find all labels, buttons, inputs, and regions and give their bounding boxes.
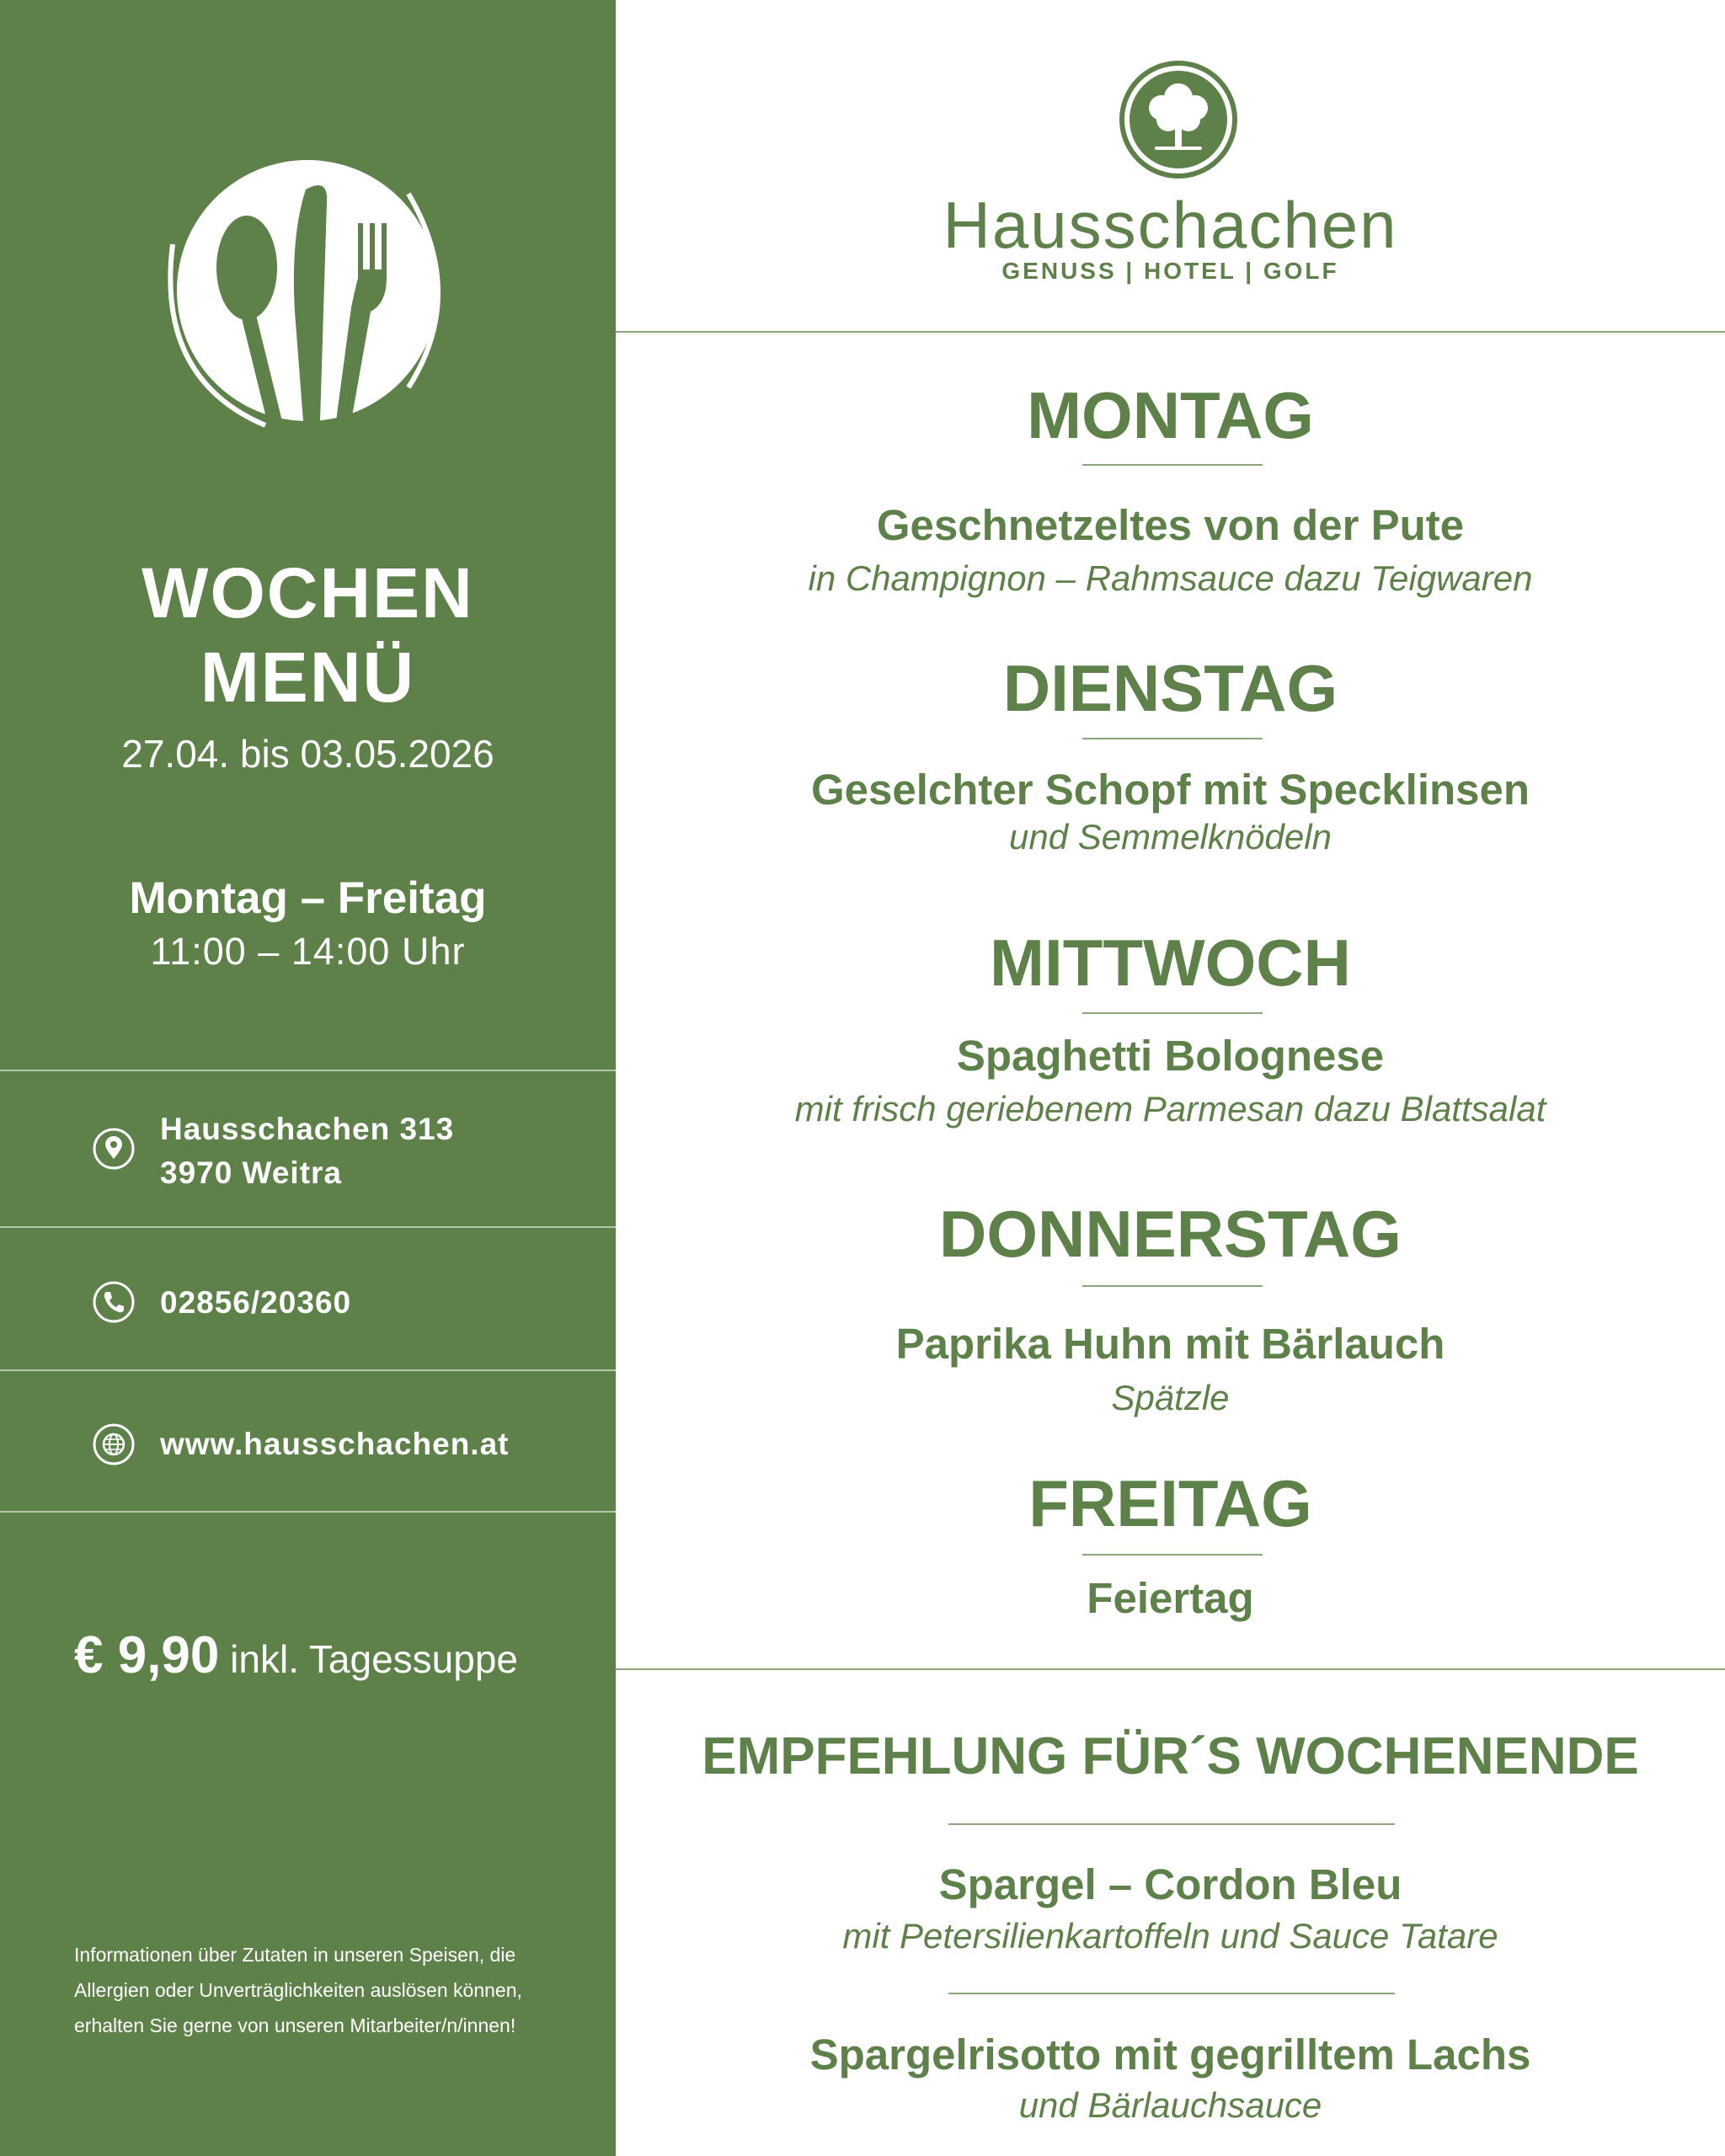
date-range: 27.04. bis 03.05.2026 bbox=[121, 732, 494, 776]
weekend-title: EMPFEHLUNG FÜR´S WOCHENENDE bbox=[702, 1727, 1639, 1785]
weekend-dish-2: Spargelrisotto mit gegrilltem Lachs bbox=[809, 2031, 1531, 2079]
globe-icon bbox=[92, 1422, 136, 1466]
dish-monday: Geschnetzeltes von der Pute bbox=[876, 501, 1465, 549]
sidebar-divider bbox=[0, 1369, 616, 1371]
dish-tuesday: Geselchter Schopf mit Specklinsen bbox=[810, 766, 1530, 814]
side-tuesday: und Semmelknödeln bbox=[1009, 817, 1332, 857]
day-title-wednesday: MITTWOCH bbox=[990, 926, 1351, 1000]
menu-title-line2: MENÜ bbox=[200, 638, 416, 717]
allergen-disclaimer: Informationen über Zutaten in unseren Speisen, die Allergien oder Unverträglichkeiten auslösen können, erhalten Sie gerne von unseren Mitarbeiter/n/innen! bbox=[74, 1944, 522, 2036]
dish-thursday: Paprika Huhn mit Bärlauch bbox=[895, 1320, 1445, 1368]
phone-icon bbox=[92, 1280, 136, 1324]
address-line1: Hausschachen 313 bbox=[160, 1112, 455, 1146]
side-thursday: Spätzle bbox=[1111, 1378, 1230, 1417]
weekend-title-divider bbox=[948, 1823, 1395, 1825]
day-divider bbox=[1082, 1285, 1263, 1287]
phone-number[interactable]: 02856/20360 bbox=[160, 1285, 352, 1320]
tree-icon bbox=[1118, 59, 1239, 180]
weekend-side-1: mit Petersilienkartoffeln und Sauce Tatare bbox=[842, 1916, 1498, 1956]
weekend-divider bbox=[616, 1668, 1725, 1670]
weekend-dish-1: Spargel – Cordon Bleu bbox=[938, 1860, 1402, 1908]
sidebar-divider bbox=[0, 1226, 616, 1228]
sidebar bbox=[0, 0, 616, 2156]
dish-wednesday: Spaghetti Bolognese bbox=[956, 1032, 1385, 1080]
address-line2: 3970 Weitra bbox=[160, 1155, 342, 1190]
sidebar-divider bbox=[0, 1511, 616, 1513]
side-wednesday: mit frisch geriebenem Parmesan dazu Blattsalat bbox=[794, 1089, 1546, 1129]
weekend-side-2: und Bärlauchsauce bbox=[1018, 2085, 1322, 2125]
day-title-tuesday: DIENSTAG bbox=[1002, 651, 1338, 725]
website-link[interactable]: www.hausschachen.at bbox=[160, 1427, 510, 1461]
opening-days: Montag – Freitag bbox=[129, 873, 487, 923]
day-title-friday: FREITAG bbox=[1028, 1466, 1312, 1540]
day-divider bbox=[1082, 1012, 1263, 1014]
brand-tagline: GENUSS | HOTEL | GOLF bbox=[1001, 258, 1339, 284]
location-pin-icon bbox=[92, 1127, 136, 1171]
opening-hours: 11:00 – 14:00 Uhr bbox=[150, 930, 466, 973]
price-amount: € 9,90 bbox=[74, 1626, 220, 1684]
day-title-monday: MONTAG bbox=[1027, 378, 1314, 452]
day-divider bbox=[1082, 1554, 1263, 1556]
menu-main bbox=[616, 0, 1725, 2156]
dish-friday: Feiertag bbox=[1087, 1574, 1254, 1622]
side-monday: in Champignon – Rahmsauce dazu Teigwaren bbox=[808, 558, 1533, 598]
weekend-item-divider bbox=[948, 1993, 1395, 1994]
price bbox=[74, 1625, 518, 1685]
header-divider bbox=[616, 331, 1725, 333]
day-divider bbox=[1082, 464, 1263, 466]
brand-name: Hausschachen bbox=[943, 188, 1398, 262]
price-note: inkl. Tagessuppe bbox=[230, 1637, 519, 1681]
menu-title-line1: WOCHEN bbox=[142, 553, 474, 632]
day-divider bbox=[1082, 738, 1263, 739]
cutlery-plate-icon bbox=[156, 143, 459, 438]
day-title-thursday: DONNERSTAG bbox=[939, 1197, 1402, 1271]
sidebar-divider bbox=[0, 1070, 616, 1071]
